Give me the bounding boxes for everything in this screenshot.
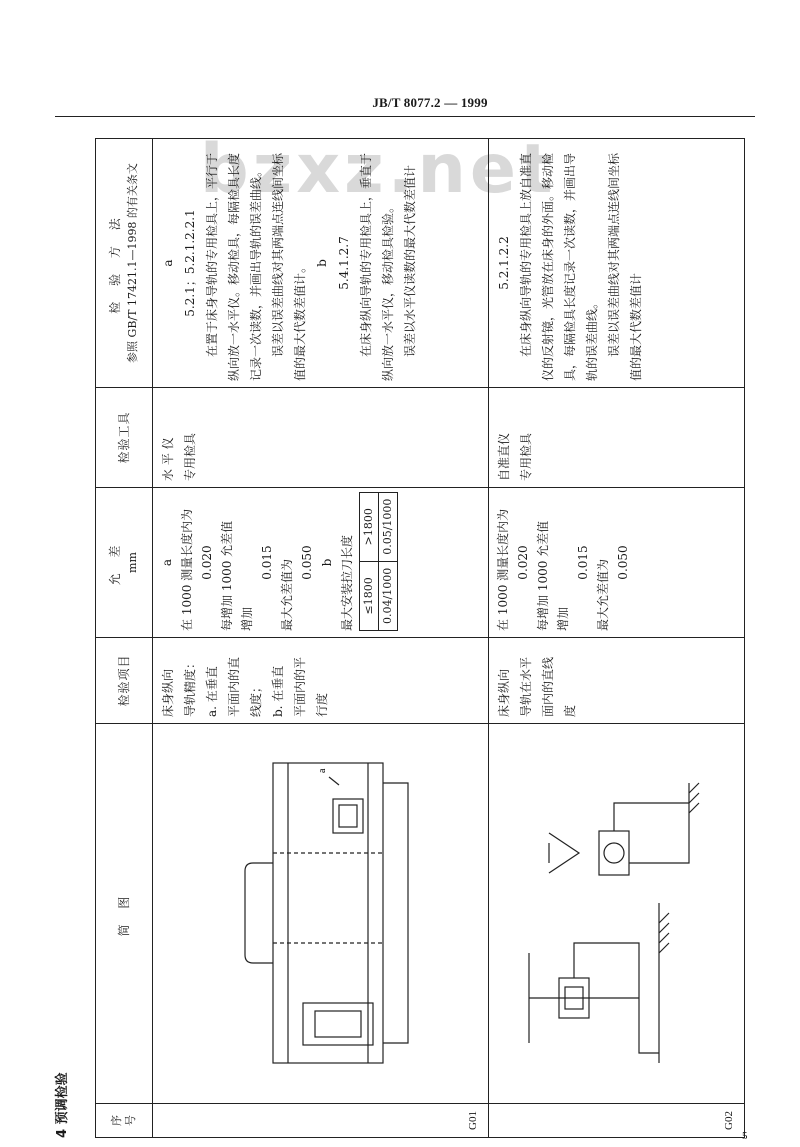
figure-g02 — [489, 724, 745, 1104]
tolerance-line: 每增加 1000 允差值 — [220, 520, 234, 631]
tolerance-value: 0.020 — [516, 545, 530, 580]
tolerance-line: 最大安装拉刀长度 — [340, 534, 354, 631]
watermark: bzxz.net — [200, 130, 557, 209]
broach-tolerance-le-1800: 0.04/1000 — [379, 561, 398, 630]
broach-length-table — [359, 492, 398, 631]
row-no-g01: G01 — [153, 1104, 489, 1138]
method-ref-b: 5.4.1.2.7 — [337, 236, 351, 290]
item-line: 线度； — [249, 680, 263, 717]
header-method-ref: 参照 GB/T 17421.1—1998 的有关条文 — [126, 163, 139, 363]
header-item: 检验项目 — [96, 638, 153, 724]
header-tolerance — [96, 488, 153, 638]
tool-g02 — [489, 388, 745, 488]
tolerance-label-b: b — [320, 558, 334, 567]
method-label-a: a — [161, 259, 175, 267]
rotated-table-region — [55, 138, 745, 1138]
broach-length-gt-1800: >1800 — [360, 492, 379, 561]
tolerance-line: 最大允差值为 — [596, 558, 610, 631]
tool-line: 专用检具 — [183, 432, 197, 481]
tolerance-line: 最大允差值为 — [280, 558, 294, 631]
item-line: b. 在垂直 — [271, 665, 285, 717]
item-line: 床身纵向 — [161, 668, 175, 717]
tolerance-g02 — [489, 488, 745, 638]
tolerance-value: 0.015 — [576, 545, 590, 580]
header-method-label: 检 验 方 法 — [108, 212, 122, 314]
header-method — [96, 139, 153, 388]
header-tool: 检验工具 — [96, 388, 153, 488]
standard-code: JB/T 8077.2 — 1999 — [372, 95, 488, 110]
method-text: 在床身纵向导轨的专用检具上，垂直于纵向放一水平仪，移动检具检验。 — [359, 152, 395, 381]
broach-tolerance-gt-1800: 0.05/1000 — [379, 492, 398, 561]
table-header-row — [96, 139, 153, 1138]
table-row — [153, 139, 489, 1138]
item-line: 导轨在水平 — [519, 656, 533, 717]
bed-guideway-diagram-g01 — [153, 725, 483, 1103]
item-line: 床身纵向 — [497, 668, 511, 717]
method-ref-a: 5.2.1；5.2.1.2.2.1 — [183, 209, 197, 317]
item-line: a. 在垂直 — [205, 666, 219, 717]
header-figure: 简 图 — [96, 724, 153, 1104]
item-line: 导轨精度： — [183, 656, 197, 717]
tolerance-value: 0.050 — [300, 545, 314, 580]
figure-label-a: a — [317, 768, 328, 773]
method-text: 误差以误差曲线对其两端点连线间坐标值的最大代数差值计 — [607, 152, 643, 381]
tolerance-line: 每增加 1000 允差值 — [536, 520, 550, 631]
autocollimator-diagram-g02 — [489, 725, 739, 1103]
item-line: 面内的直线 — [541, 656, 555, 717]
item-g02 — [489, 638, 745, 724]
tolerance-line: 在 1000 测量长度内为 — [180, 508, 194, 631]
method-ref: 5.2.1.2.2 — [497, 236, 511, 290]
figure-g01 — [153, 724, 489, 1104]
header-tolerance-unit: mm — [126, 552, 139, 573]
item-line: 平面内的平 — [293, 656, 307, 717]
tolerance-line: 在 1000 测量长度内为 — [496, 508, 510, 631]
tolerance-line: 增加 — [556, 606, 570, 631]
tool-line: 水 平 仪 — [161, 437, 175, 481]
header-rule — [55, 116, 755, 117]
tool-line: 自准直仪 — [497, 432, 511, 481]
tolerance-value: 0.015 — [260, 545, 274, 580]
tolerance-label-a: a — [160, 558, 174, 567]
method-text: 在置于床身导轨的专用检具上，平行于纵向放一水平仪。移动检具，每隔检具长度记录一次读数，并画出导轨的误差曲线。 — [205, 152, 263, 381]
table-row — [489, 139, 745, 1138]
tool-g01 — [153, 388, 489, 488]
header-tolerance-label: 允 差 — [108, 539, 122, 586]
item-g01 — [153, 638, 489, 724]
tolerance-value: 0.050 — [616, 545, 630, 580]
method-text: 误差以误差曲线对其两端点连线间坐标值的最大代数差值计。 — [271, 152, 307, 381]
page-number: 5 — [742, 1130, 748, 1142]
method-g02 — [489, 139, 745, 388]
method-g01 — [153, 139, 489, 388]
tolerance-g01 — [153, 488, 489, 638]
broach-length-le-1800: ≤1800 — [360, 561, 379, 630]
tool-line: 专用检具 — [519, 432, 533, 481]
item-line: 平面内的直 — [227, 656, 241, 717]
inspection-table — [95, 138, 745, 1138]
tolerance-line: 增加 — [240, 606, 254, 631]
method-text: 在床身纵向导轨的专用检具上放自准直仪的反射镜，光管放在床身的外面。移动检具，每隔检具长度记录一次读数，并画出导轨的误差曲线。 — [519, 152, 599, 381]
item-line: 行度 — [315, 692, 329, 717]
method-text: 误差以水平仪读数的最大代数差值计 — [403, 164, 417, 357]
section-title: 4 预调检验 — [55, 1072, 70, 1138]
tolerance-value: 0.020 — [200, 545, 214, 580]
method-label-b: b — [315, 259, 329, 267]
header-no: 序号 — [96, 1104, 153, 1138]
row-no-g02: G02 — [489, 1104, 745, 1138]
item-line: 度 — [563, 704, 577, 717]
